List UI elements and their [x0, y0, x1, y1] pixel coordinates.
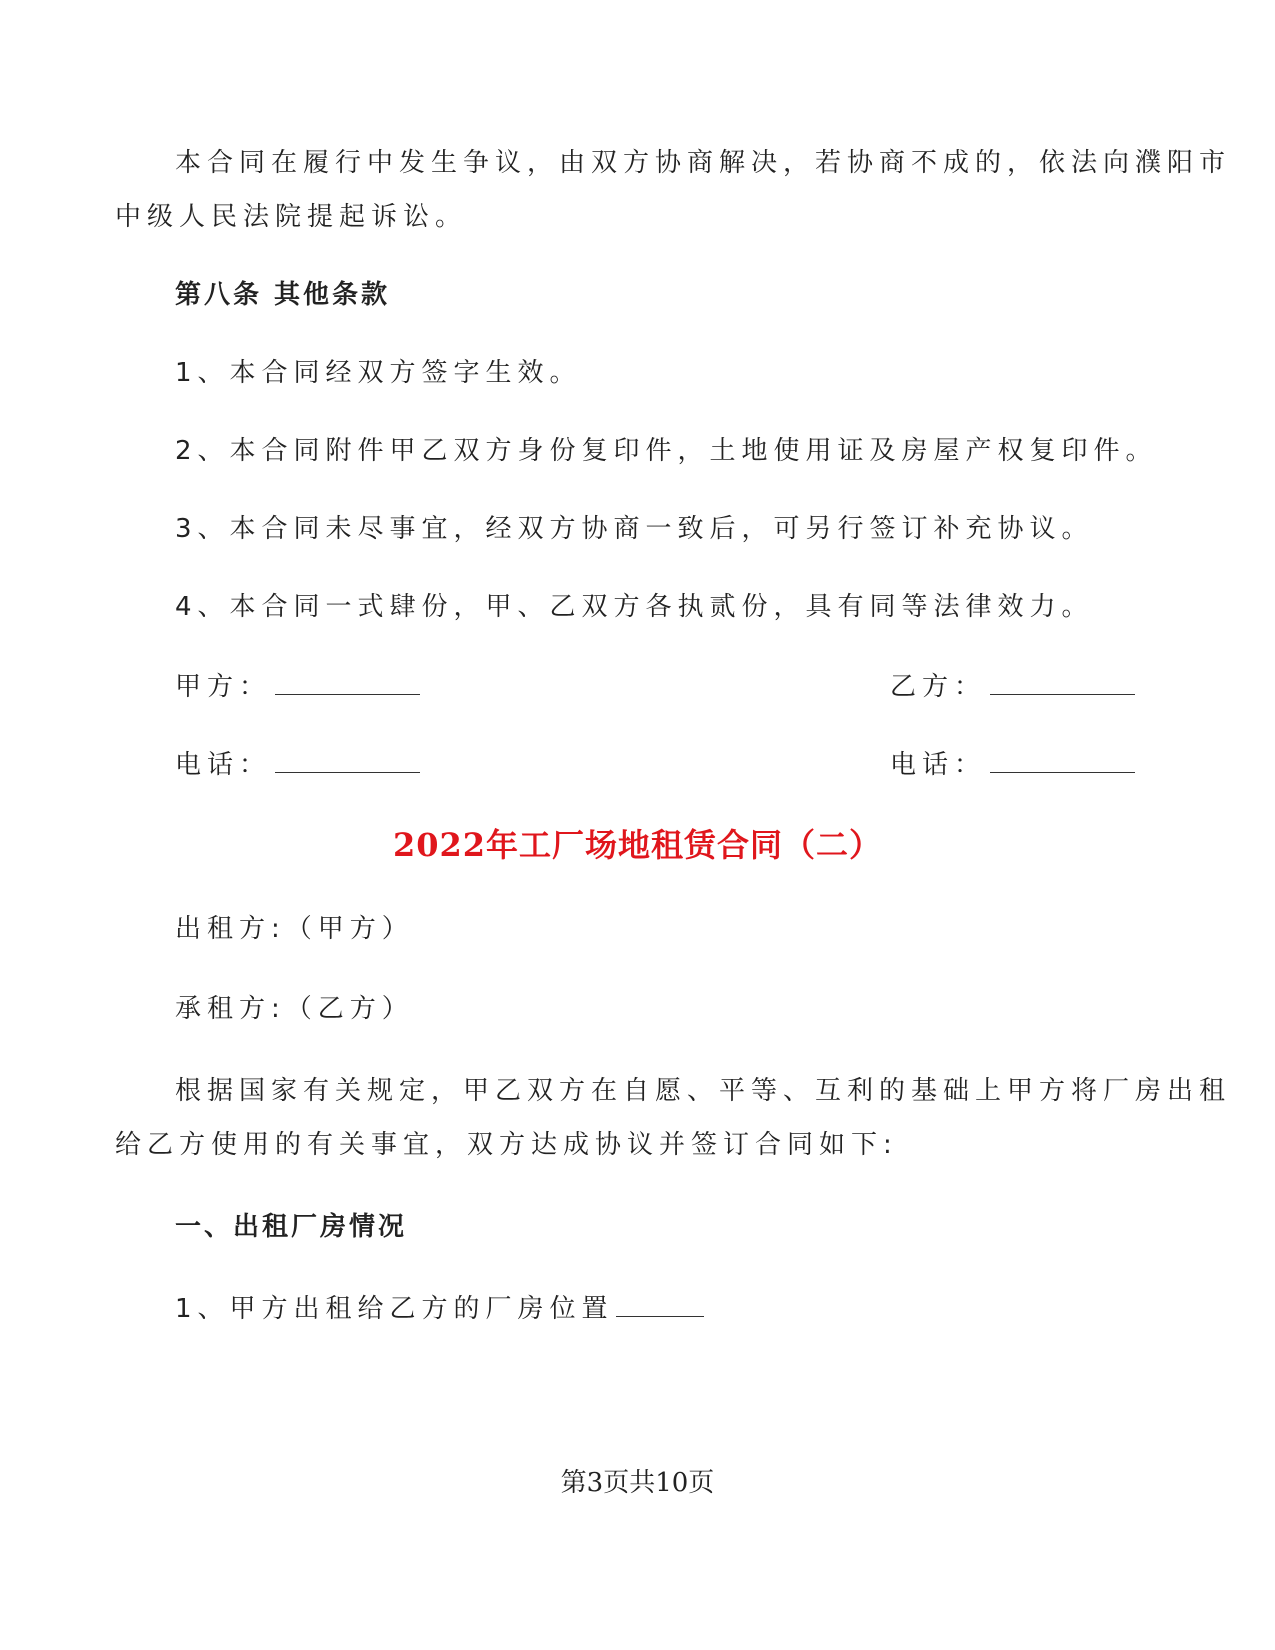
party-a-blank [275, 668, 420, 695]
contract-title: 2022年工厂场地租赁合同（二） [392, 826, 883, 864]
intro-paragraph-line-1: 根据国家有关规定，甲乙双方在自愿、平等、互利的基础上甲方将厂房出租 [175, 1076, 1232, 1106]
factory-location-label: 1、甲方出租给乙方的厂房位置 [175, 1294, 614, 1324]
page-number-footer: 第3页共10页 [560, 1468, 715, 1498]
lessor-line: 出租方:（甲方） [175, 914, 414, 944]
clause-item-1: 1、本合同经双方签字生效。 [175, 358, 582, 388]
lessee-line: 承租方:（乙方） [175, 994, 414, 1024]
phone-b-label: 电话： [890, 750, 987, 780]
factory-location-item [175, 1290, 704, 1326]
party-b-phone [890, 746, 1135, 782]
intro-paragraph-line-2: 给乙方使用的有关事宜，双方达成协议并签订合同如下: [115, 1130, 898, 1160]
party-a-signature [175, 668, 420, 704]
clause-item-3: 3、本合同未尽事宜，经双方协商一致后，可另行签订补充协议。 [175, 514, 1094, 544]
party-a-label: 甲方： [175, 672, 272, 702]
article-eight-heading: 第八条 其他条款 [175, 280, 391, 310]
dispute-paragraph-line-2: 中级人民法院提起诉讼。 [115, 202, 468, 232]
party-a-phone [175, 746, 420, 782]
clause-item-2: 2、本合同附件甲乙双方身份复印件，土地使用证及房屋产权复印件。 [175, 436, 1158, 466]
factory-section-heading: 一、出租厂房情况 [175, 1212, 408, 1242]
phone-b-blank [990, 746, 1135, 773]
factory-location-blank [616, 1290, 704, 1317]
party-b-label: 乙方： [890, 672, 987, 702]
party-b-signature [890, 668, 1135, 704]
phone-a-label: 电话： [175, 750, 272, 780]
phone-a-blank [275, 746, 420, 773]
party-b-blank [990, 668, 1135, 695]
dispute-paragraph-line-1: 本合同在履行中发生争议，由双方协商解决，若协商不成的，依法向濮阳市 [175, 148, 1232, 178]
clause-item-4: 4、本合同一式肆份，甲、乙双方各执贰份，具有同等法律效力。 [175, 592, 1094, 622]
